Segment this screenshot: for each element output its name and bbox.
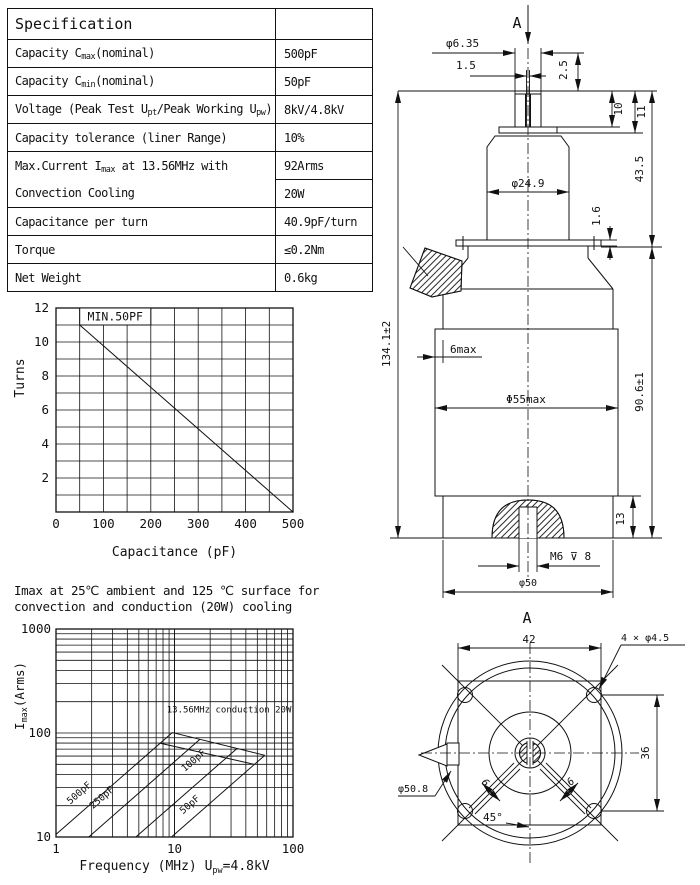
- bottom-view-label: A: [522, 609, 532, 627]
- y-tick-label: 10: [33, 334, 49, 349]
- row-value: 8kV/4.8kV: [276, 96, 373, 124]
- thread-callout: M6 ⊽ 8: [550, 550, 592, 563]
- y-tick-label: 4: [41, 436, 49, 451]
- body-diameter-dim: Φ55max: [506, 393, 546, 406]
- series-label: 500pF: [65, 779, 94, 807]
- table-row: [8, 40, 373, 68]
- row-label-merged: Max.Current $I_{max}$ at 13.56MHz with Convection Cooling: [8, 152, 276, 208]
- y-tick-label: 6: [41, 402, 49, 417]
- row-value: 500pF: [276, 40, 373, 68]
- x-tick-label: 500: [281, 516, 305, 531]
- x-tick-label: 100: [92, 516, 115, 531]
- spec-header-empty: [276, 9, 373, 40]
- annotation-text: MIN.50PF: [87, 309, 143, 324]
- y-tick-label: 1000: [20, 621, 51, 636]
- upper-height-dim: 43.5: [633, 155, 646, 183]
- y-tick-label: 2: [41, 470, 49, 485]
- table-row: [8, 208, 373, 236]
- mounting-hole: [458, 688, 473, 703]
- slot-width-dim: 1.5: [456, 59, 476, 72]
- y-tick-label: 100: [28, 725, 51, 740]
- mounting-hole: [458, 804, 473, 819]
- row-label: Capacity $C_{min}(nominal)$: [8, 68, 276, 96]
- tip-off-tube: [410, 248, 462, 297]
- series-500pF: [56, 733, 172, 835]
- specification-table: [7, 8, 373, 292]
- x-axis-title: Capacitance (pF): [111, 545, 238, 560]
- view-direction-label: A: [512, 14, 522, 32]
- x-tick-label: 0: [52, 516, 60, 531]
- series-label: 250pF: [87, 784, 117, 812]
- side-view-geometry: [390, 5, 662, 572]
- imax-chart-title: Imax at 25℃ ambient and 125 ℃ surface for convection and conduction (20W) cooling: [14, 583, 320, 614]
- hole-spacing-dim: 36: [639, 746, 652, 760]
- x-tick-label: 1: [52, 841, 60, 856]
- x-tick-label: 200: [139, 516, 163, 531]
- shaft-collar-dim: 11: [635, 105, 648, 119]
- y-tick-label: 8: [41, 368, 49, 383]
- row-label: Net Weight: [8, 264, 276, 292]
- table-row: [8, 236, 373, 264]
- angle-dim: 45°: [483, 811, 503, 824]
- row-value: 10%: [276, 124, 373, 152]
- shaft-diameter-dim: φ6.35: [446, 37, 480, 50]
- x-axis-title: Frequency (MHz) $U_{pw}=4.8kV$: [79, 859, 270, 876]
- row-value: 40.9pF/turn: [276, 208, 373, 236]
- tip-off-tab: [447, 743, 459, 765]
- table-header-row: [8, 9, 373, 40]
- table-row: [8, 264, 373, 292]
- mounting-hole: [587, 688, 602, 703]
- knurled-shaft: [515, 94, 526, 127]
- capacitor-side-view-drawing: [370, 0, 700, 600]
- slot-width-dim: 6: [478, 777, 491, 790]
- contact-diameter-callout: φ50.8: [398, 784, 429, 795]
- table-row: [8, 124, 373, 152]
- row-label: Voltage (Peak Test $U_{pt}$/Peak Working $U_{pw}$): [8, 96, 276, 124]
- row-label: Capacity tolerance (liner Range): [8, 124, 276, 152]
- x-tick-label: 300: [186, 516, 210, 531]
- overall-height-dim: 134.1±2: [380, 320, 393, 368]
- spec-header-cell: Specification: [8, 9, 276, 40]
- hole-pattern-callout: 4 × φ4.5: [621, 633, 670, 644]
- y-tick-label: 12: [33, 300, 49, 315]
- annotation-text: 13.56MHz conduction 20W: [166, 705, 292, 716]
- series-label: 100pF: [179, 747, 209, 775]
- x-tick-label: 10: [166, 841, 183, 856]
- mounting-flange: [456, 240, 601, 246]
- row-value: 50pF: [276, 68, 373, 96]
- table-row: [8, 68, 373, 96]
- imax-vs-frequency-chart: [8, 616, 342, 880]
- row-value: 0.6kg: [276, 264, 373, 292]
- row-value: ≤0.2Nm: [276, 236, 373, 264]
- wall-offset-dim: 6max: [450, 343, 477, 356]
- series-convection-limit: [160, 743, 254, 764]
- row-label: Capacitance per turn: [8, 208, 276, 236]
- shaft-length-dim: 10: [612, 102, 625, 116]
- turns-vs-capacitance-chart: [8, 293, 342, 583]
- flange-thickness-dim: 1.6: [590, 206, 603, 226]
- y-axis-title: $I_{max}(Arms)$: [12, 661, 30, 731]
- body-height-dim: 90.6±1: [633, 372, 646, 412]
- y-axis-title: Turns: [13, 358, 28, 398]
- row-value: 92Arms: [276, 152, 373, 180]
- y-tick-label: 10: [35, 829, 51, 844]
- series-label: 50pF: [177, 793, 203, 817]
- row-label: Capacity $C_{max}(nominal)$: [8, 40, 276, 68]
- x-tick-label: 100: [281, 841, 305, 856]
- row-value: 20W: [276, 180, 373, 208]
- series-turns-vs-capacitance: [80, 325, 293, 512]
- x-tick-label: 400: [234, 516, 257, 531]
- top-diameter-dim: φ24.9: [511, 177, 545, 190]
- table-row: [8, 96, 373, 124]
- slot-width-dim: 6: [565, 776, 578, 789]
- table-row: [8, 152, 373, 180]
- plate-width-dim: 42: [522, 633, 536, 646]
- capacitor-bottom-view-drawing: [393, 585, 700, 885]
- bottom-diameter-dim: φ50: [518, 578, 538, 589]
- slot-depth-dim: 2.5: [557, 60, 570, 80]
- stub-height-dim: 13: [614, 512, 627, 526]
- row-label: Torque: [8, 236, 276, 264]
